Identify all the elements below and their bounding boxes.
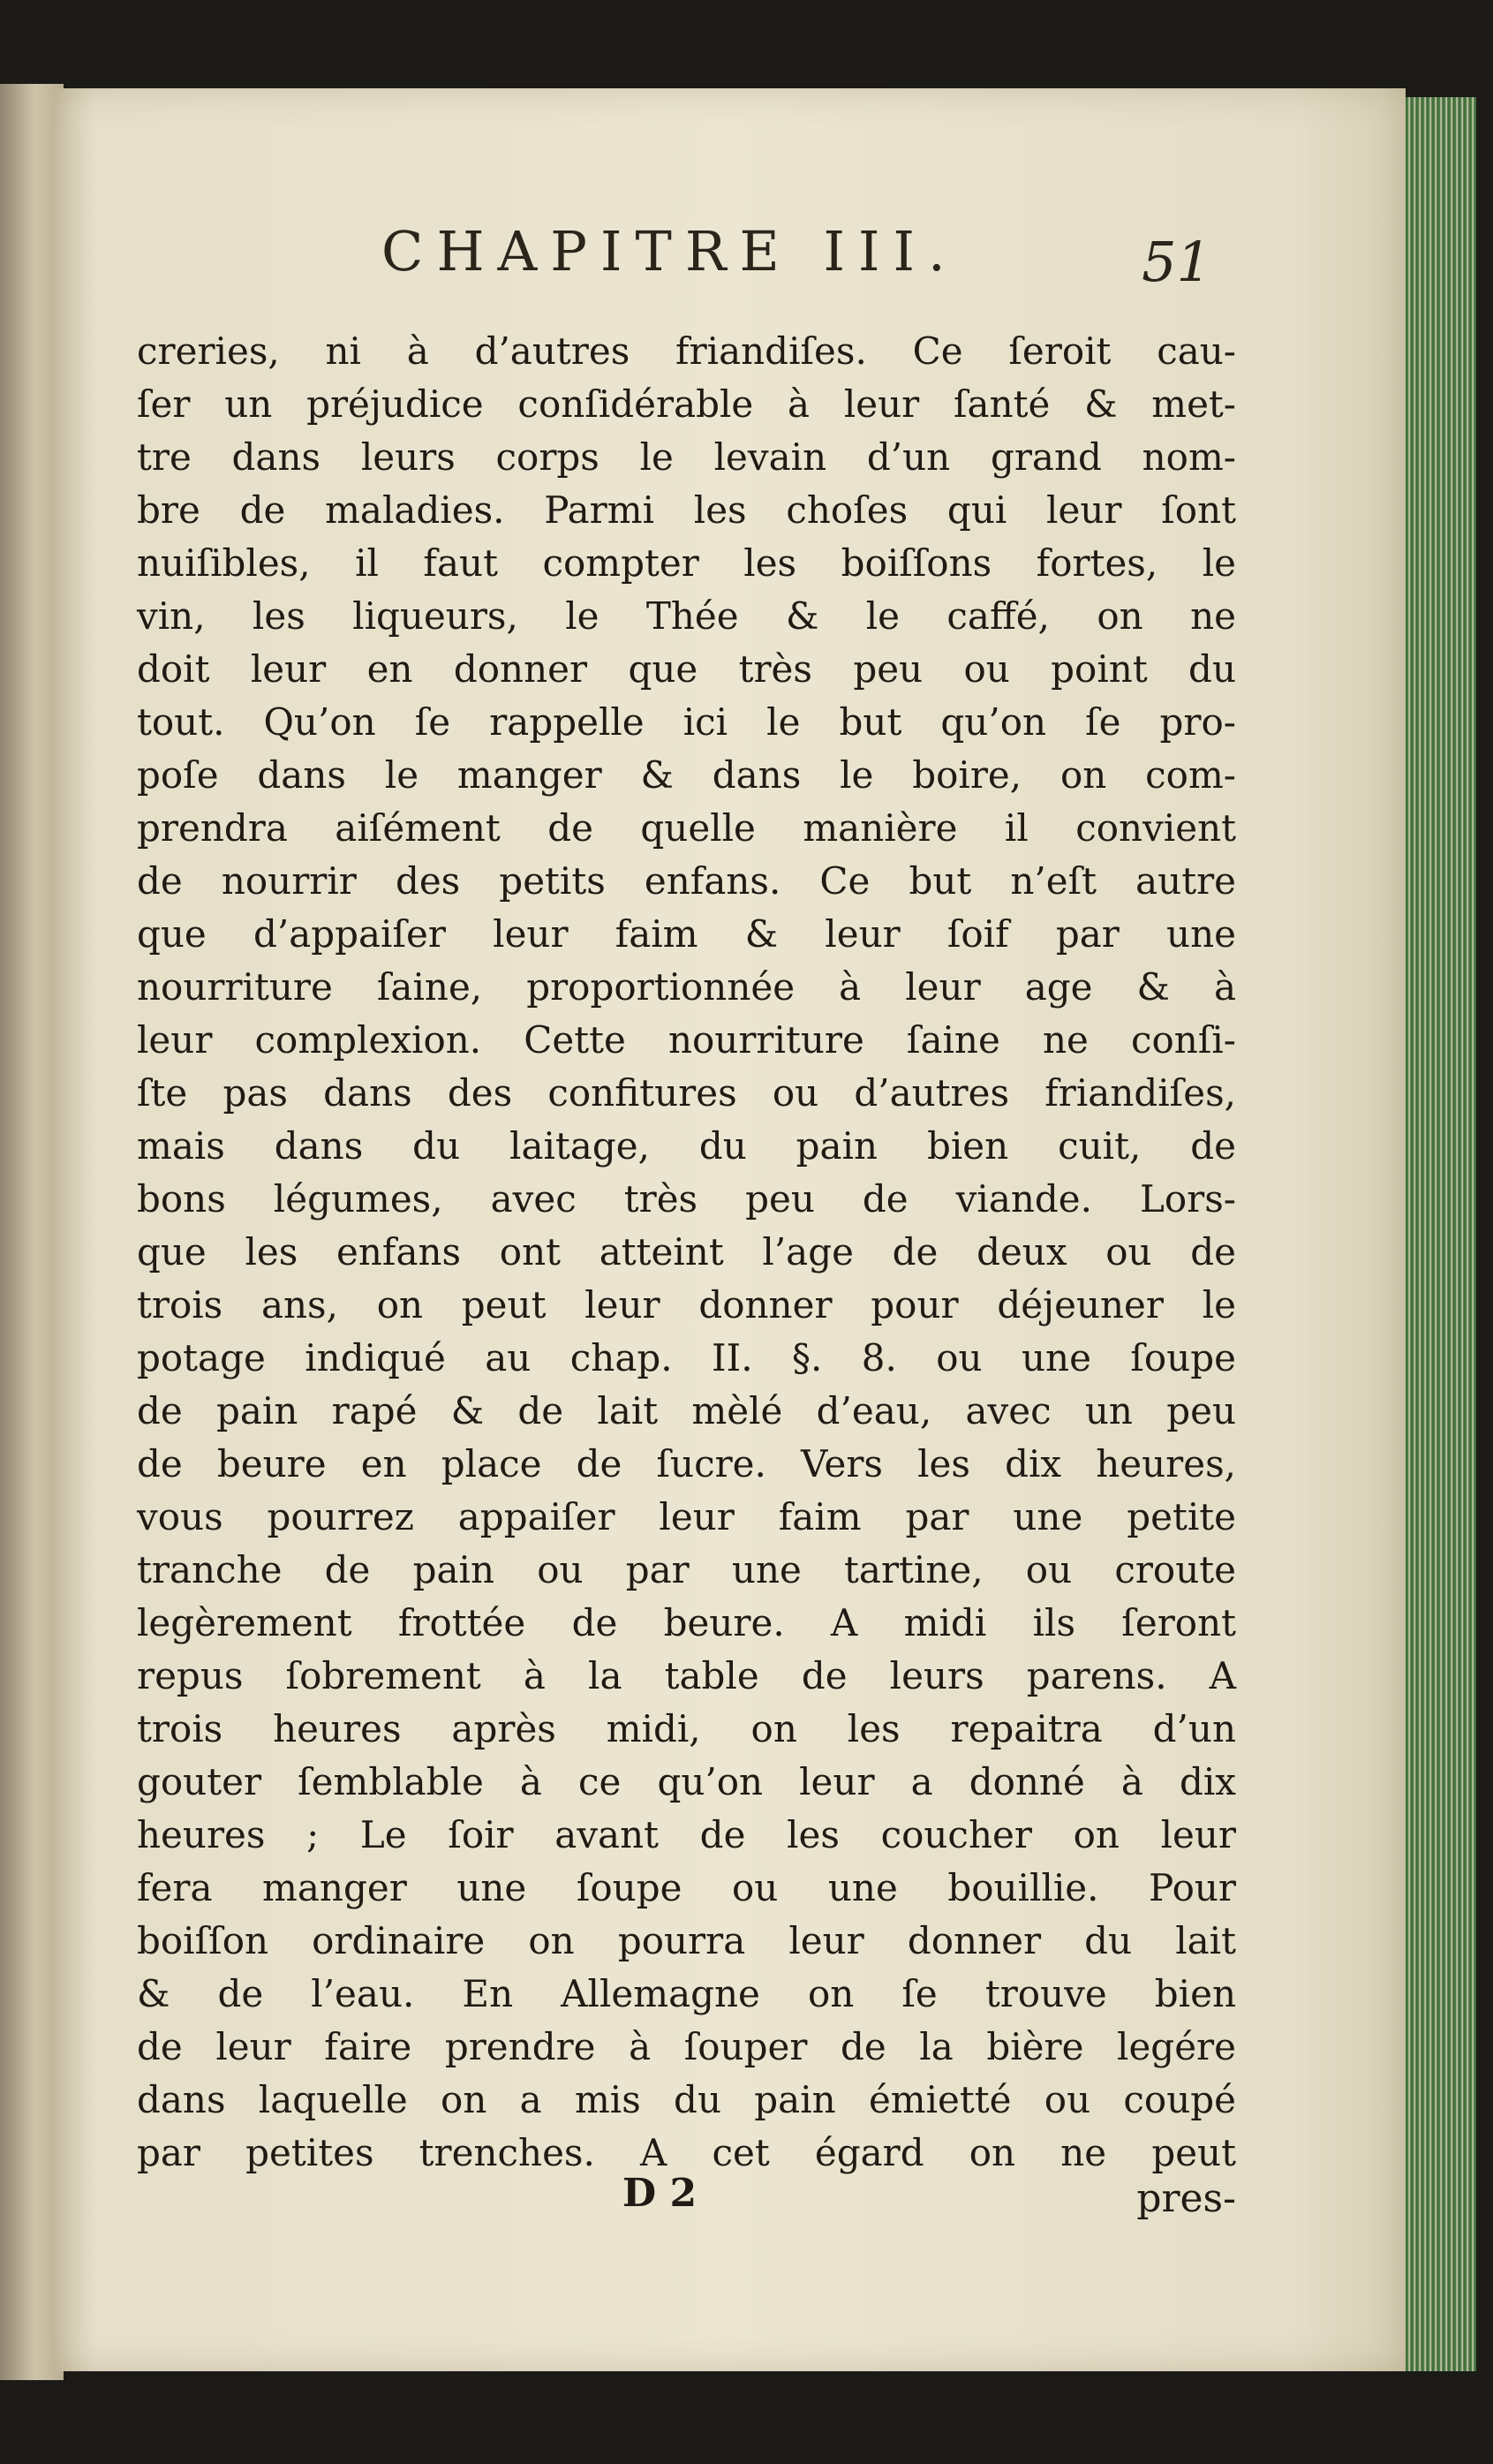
text-line: bons légumes, avec très peu de viande. Lors- [137, 1177, 1236, 1221]
text-line: que les enfans ont atteint l’age de deux ou de [137, 1230, 1236, 1274]
text-line: que d’appaiſer leur faim & leur ſoif par une [137, 912, 1236, 956]
text-line: doit leur en donner que très peu ou point du [137, 647, 1236, 691]
text-line: de pain rapé & de lait mèlé d’eau, avec un peu [137, 1389, 1236, 1432]
signature-mark: D 2 [622, 2171, 697, 2216]
text-line: tre dans leurs corps le levain d’un grand nom- [137, 435, 1236, 479]
text-line: de nourrir des petits enfans. Ce but n’eſt autre [137, 859, 1236, 903]
text-line: gouter ſemblable à ce qu’on leur a donné à dix [137, 1760, 1236, 1803]
text-line: vous pourrez appaiſer leur faim par une petite [137, 1495, 1236, 1538]
text-line: de leur faire prendre à ſouper de la bière legére [137, 2025, 1236, 2068]
text-line: leur complexion. Cette nourriture ſaine ne conſi- [137, 1018, 1236, 1062]
text-line: tout. Qu’on ſe rappelle ici le but qu’on ſe pro- [137, 700, 1236, 744]
catchword: pres- [1136, 2176, 1236, 2221]
text-line: trois heures après midi, on les repaitra d’un [137, 1707, 1236, 1750]
text-line: nourriture ſaine, proportionnée à leur age & à [137, 965, 1236, 1009]
text-line: boiſſon ordinaire on pourra leur donner du lait [137, 1919, 1236, 1962]
text-line: trois ans, on peut leur donner pour déjeuner le [137, 1283, 1236, 1326]
page-block-edges [1406, 97, 1476, 2371]
text-line: ſte pas dans des confitures ou d’autres friandiſes, [137, 1071, 1236, 1115]
chapter-title: CHAPITRE III. [381, 219, 959, 283]
text-line: nuiſibles, il faut compter les boiſſons fortes, le [137, 541, 1236, 585]
text-line: ſer un préjudice conſidérable à leur ſanté & met- [137, 382, 1236, 426]
text-line: bre de maladies. Parmi les choſes qui leur ſont [137, 488, 1236, 532]
page-footer [137, 2171, 1236, 2233]
page-number: 51 [1142, 230, 1211, 294]
text-line: de beure en place de ſucre. Vers les dix heures, [137, 1442, 1236, 1485]
text-line: legèrement frottée de beure. A midi ils ſeront [137, 1601, 1236, 1644]
text-line: creries, ni à d’autres friandiſes. Ce ſeroit cau- [137, 329, 1236, 373]
text-line: potage indiqué au chap. II. §. 8. ou une ſoupe [137, 1336, 1236, 1379]
text-line: prendra aiſément de quelle manière il convient [137, 806, 1236, 850]
text-line: tranche de pain ou par une tartine, ou croute [137, 1548, 1236, 1591]
body-text [137, 325, 1236, 2180]
text-line: & de l’eau. En Allemagne on ſe trouve bien [137, 1972, 1236, 2015]
text-line: vin, les liqueurs, le Thée & le caffé, on ne [137, 594, 1236, 638]
text-line: fera manger une ſoupe ou une bouillie. Pour [137, 1866, 1236, 1909]
text-line: heures ; Le ſoir avant de les coucher on leur [137, 1813, 1236, 1856]
running-head [381, 219, 1211, 299]
text-line: repus ſobrement à la table de leurs parens. A [137, 1654, 1236, 1697]
text-line: poſe dans le manger & dans le boire, on com- [137, 753, 1236, 797]
text-line: mais dans du laitage, du pain bien cuit, de [137, 1124, 1236, 1168]
text-line: dans laquelle on a mis du pain émietté ou coupé [137, 2078, 1236, 2121]
text-line: par petites trenches. A cet égard on ne peut [137, 2131, 1236, 2174]
